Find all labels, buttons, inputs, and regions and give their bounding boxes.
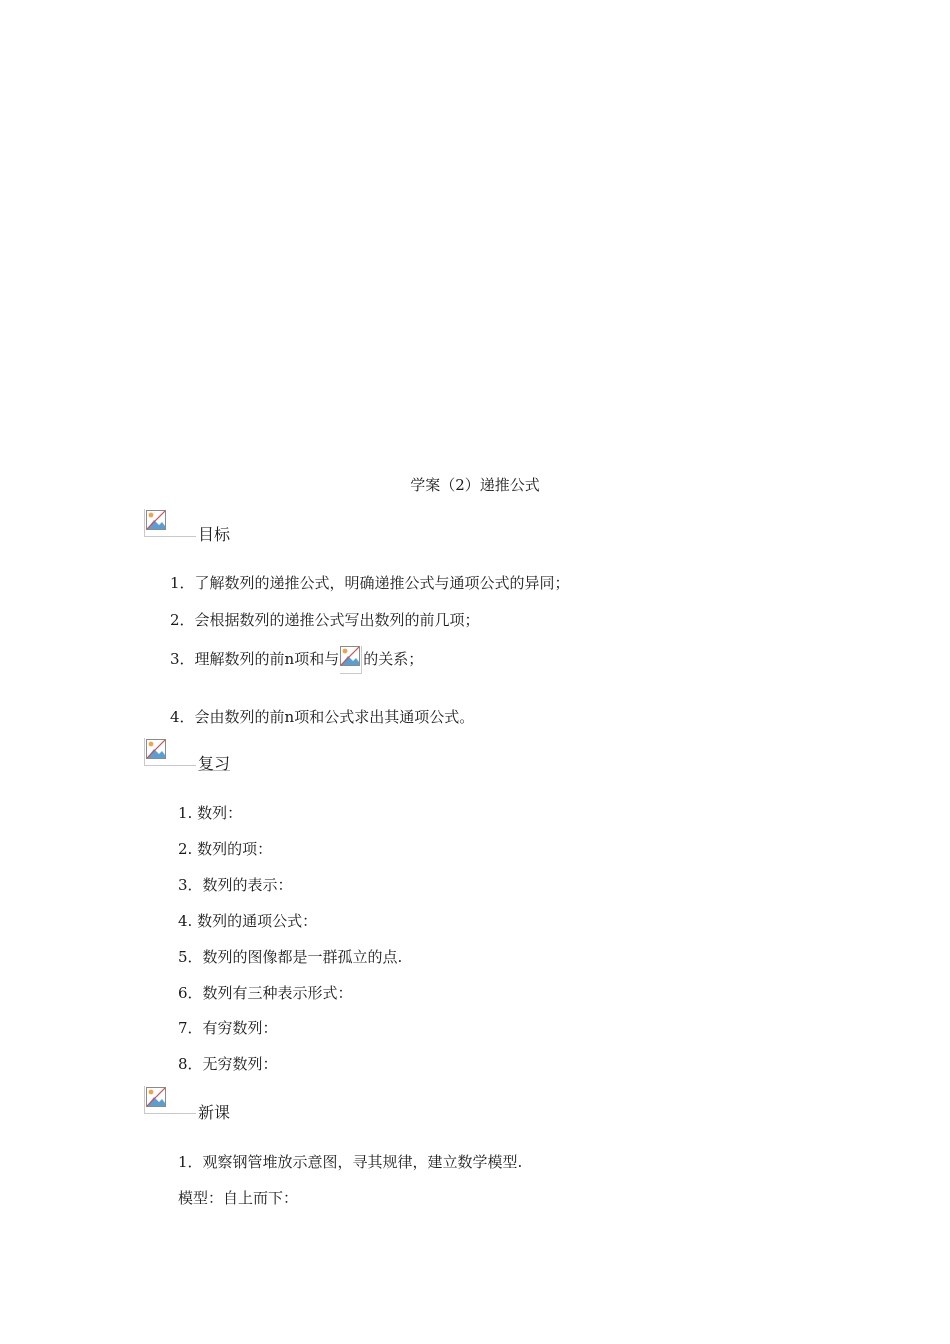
goal-item-3 <box>170 646 423 674</box>
broken-image-icon <box>144 1086 196 1114</box>
review-item-4: 4. 数列的通项公式： <box>178 912 318 930</box>
broken-image-icon <box>144 509 196 537</box>
review-item-5: 5．数列的图像都是一群孤立的点. <box>178 948 403 966</box>
broken-image-icon <box>340 646 362 674</box>
review-item-8: 8．无穷数列： <box>178 1055 278 1073</box>
goal-item-3-text-after: 的关系； <box>363 650 424 668</box>
goal-item-3-text-before: 3．理解数列的前n项和与 <box>170 650 340 668</box>
new-lesson-item-2: 模型：自上而下： <box>178 1189 299 1207</box>
review-item-7: 7．有穷数列： <box>178 1019 278 1037</box>
new-lesson-item-1: 1．观察钢管堆放示意图，寻其规律，建立数学模型. <box>178 1153 523 1171</box>
page-title: 学案（2）递推公式 <box>410 476 540 494</box>
review-item-6: 6．数列有三种表示形式： <box>178 984 353 1002</box>
broken-image-icon <box>144 738 196 766</box>
review-item-1: 1. 数列： <box>178 804 243 822</box>
section-label-new-lesson: 新课 <box>198 1103 231 1122</box>
section-label-goal: 目标 <box>198 525 231 544</box>
review-item-3: 3．数列的表示： <box>178 876 293 894</box>
goal-item-2: 2．会根据数列的递推公式写出数列的前几项； <box>170 611 480 629</box>
section-label-review: 复习 <box>198 754 231 773</box>
goal-item-4: 4．会由数列的前n项和公式求出其通项公式。 <box>170 708 475 726</box>
review-item-2: 2. 数列的项： <box>178 840 273 858</box>
goal-item-1: 1．了解数列的递推公式，明确递推公式与通项公式的异同； <box>170 574 570 592</box>
